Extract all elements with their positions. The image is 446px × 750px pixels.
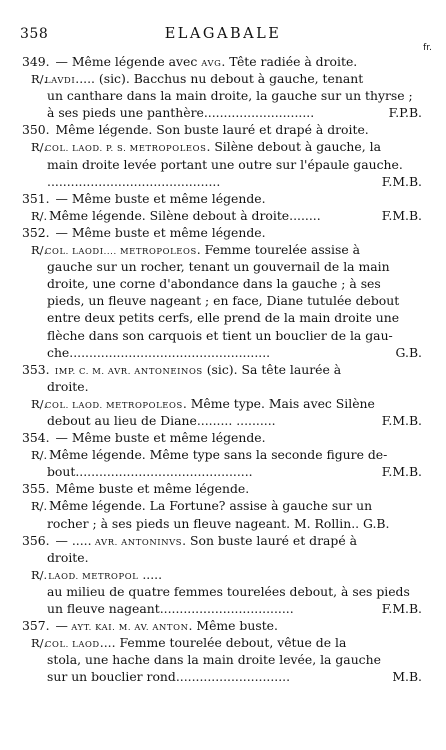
entry-line xyxy=(22,138,422,155)
entry-line xyxy=(22,104,422,121)
entry-line xyxy=(22,361,422,378)
line-text xyxy=(47,157,403,172)
entry-line xyxy=(22,583,422,600)
catalogue-entry xyxy=(22,190,422,224)
entry-text: ............................................ xyxy=(47,173,221,189)
entry-text: droite. xyxy=(47,378,89,394)
legend-smallcaps: COL. LAOD. P. S. METROPOLEOS xyxy=(45,143,207,154)
entry-line xyxy=(22,480,422,497)
reverse-mark: R/. xyxy=(31,448,48,463)
entry-line xyxy=(22,566,422,583)
entry-text: Même légende. La Fortune? assise à gauche sur un xyxy=(45,498,373,514)
line-text xyxy=(22,54,357,69)
entry-text: — ..... xyxy=(51,532,92,548)
reverse-mark: R/. xyxy=(31,636,48,651)
entry-line xyxy=(22,224,422,241)
entry-line xyxy=(22,241,422,258)
line-text xyxy=(22,362,341,377)
line-text xyxy=(22,618,278,633)
line-text xyxy=(47,379,89,394)
entry-line xyxy=(22,497,422,514)
entry-text: droite. xyxy=(47,549,89,565)
entry-line xyxy=(22,309,422,326)
entry-text: Même légende. Même type sans la seconde figure de- xyxy=(45,447,388,463)
line-text xyxy=(47,600,294,617)
entry-text: — Même légende avec xyxy=(51,54,202,69)
catalogue-body xyxy=(22,53,422,685)
entry-text: bout............................................. xyxy=(47,464,253,480)
entry-text: Même buste et même légende. xyxy=(51,481,250,497)
entry-line xyxy=(22,87,422,104)
entry-number: 354. xyxy=(22,430,50,446)
entry-line xyxy=(22,600,422,617)
entry-line xyxy=(22,446,422,463)
legend-smallcaps: AVR. ANTONINVS xyxy=(91,536,183,547)
entry-text: gauche sur un rocher, tenant un gouvernail de la main xyxy=(47,259,390,275)
entry-number: 355. xyxy=(22,481,50,497)
collection-code: M.B. xyxy=(392,669,422,685)
line-text xyxy=(31,498,372,513)
collection-code: F.M.B. xyxy=(381,464,422,480)
entry-text: pieds, un fleuve nageant ; en face, Diane tutulée debout xyxy=(47,293,400,309)
entry-text: — Même buste et même légende. xyxy=(51,430,266,446)
reverse-mark: R/. xyxy=(31,208,48,223)
collection-code: F.M.B. xyxy=(381,412,422,428)
line-text xyxy=(31,447,387,462)
entry-text: (sic). Sa tête laurée à xyxy=(202,361,342,377)
catalogue-entry xyxy=(22,361,422,429)
line-text xyxy=(22,122,369,137)
entry-line xyxy=(22,275,422,292)
entry-number: 356. xyxy=(22,532,50,548)
entry-text: . Femme tourelée assise à xyxy=(196,242,361,258)
entry-line xyxy=(22,395,422,412)
entry-line xyxy=(22,378,422,395)
catalogue-entry xyxy=(22,224,422,361)
entry-line xyxy=(22,258,422,275)
entry-text: rocher ; à ses pieds un fleuve nageant. M. Rollin.. G.B. xyxy=(47,515,390,531)
entry-line xyxy=(22,344,422,361)
entry-text: main droite levée portant une outre sur l'épaule gauche. xyxy=(47,156,403,172)
catalogue-entry xyxy=(22,617,422,685)
entry-line xyxy=(22,668,422,685)
entry-line xyxy=(22,156,422,173)
reverse-mark: R/. xyxy=(31,499,48,514)
entry-line xyxy=(22,207,422,224)
reverse-mark: R/. xyxy=(31,72,48,87)
entry-text: ..... (sic). Bacchus nu debout à gauche, tenant xyxy=(75,71,364,87)
entry-text: stola, une hache dans la main droite levée, la gauche xyxy=(47,652,381,668)
entry-line xyxy=(22,121,422,138)
entry-text: flèche dans son carquois et tient un bouclier de la gau- xyxy=(47,327,393,343)
entry-text: . Même type. Mais avec Silène xyxy=(182,395,375,411)
entry-text: ..... xyxy=(138,566,163,582)
entry-line xyxy=(22,634,422,651)
entry-text: . Même buste. xyxy=(188,618,278,634)
entry-line xyxy=(22,463,422,480)
line-text xyxy=(47,344,270,361)
legend-smallcaps: COL. LAOD. METROPOLEOS xyxy=(45,399,183,410)
legend-smallcaps: AVG xyxy=(201,58,222,68)
reverse-mark: R/. xyxy=(31,567,48,582)
entry-line xyxy=(22,173,422,190)
line-text xyxy=(47,173,220,190)
entry-text: un canthare dans la main droite, la gauche sur un thyrse ; xyxy=(47,88,413,104)
entry-line xyxy=(22,190,422,207)
running-title: ELAGABALE xyxy=(164,26,282,42)
line-text xyxy=(47,652,381,667)
entry-number: 353. xyxy=(22,361,50,377)
line-text xyxy=(47,328,393,343)
line-text xyxy=(47,104,314,121)
entry-line xyxy=(22,327,422,344)
entry-number: 351. xyxy=(22,190,50,206)
line-text xyxy=(22,430,266,445)
legend-smallcaps: COL. LAOD xyxy=(45,639,100,650)
margin-note: fr. xyxy=(423,43,432,53)
entry-text: — xyxy=(51,618,68,634)
line-text xyxy=(22,225,266,240)
entry-text: . Tête radiée à droite. xyxy=(221,54,358,69)
entry-line xyxy=(22,412,422,429)
line-text xyxy=(31,207,321,224)
entry-number: 352. xyxy=(22,224,50,240)
legend-smallcaps: AYT. KAI. M. AV. ANTON xyxy=(67,622,189,633)
entry-line xyxy=(22,549,422,566)
entry-text: un fleuve nageant.................................. xyxy=(47,601,294,616)
entry-text: Même légende. Silène debout à droite........ xyxy=(45,207,321,223)
entry-line xyxy=(22,292,422,309)
entry-number: 350. xyxy=(22,122,50,138)
reverse-mark: R/. xyxy=(31,396,48,411)
line-text xyxy=(22,481,249,496)
entry-text: — Même buste et même légende. xyxy=(51,224,266,240)
line-text xyxy=(47,259,390,274)
catalogue-entry xyxy=(22,532,422,617)
legend-smallcaps: LAOD. METROPOL xyxy=(45,570,139,581)
line-text xyxy=(47,276,381,291)
entry-text: sur un bouclier rond............................. xyxy=(47,669,291,685)
collection-code: F.M.B. xyxy=(381,173,422,189)
reverse-mark: R/. xyxy=(31,243,48,258)
entry-text: droite, une corne d'abondance dans la gauche ; à ses xyxy=(47,276,381,292)
collection-code: F.P.B. xyxy=(388,105,422,121)
collection-code: F.M.B. xyxy=(381,207,422,223)
legend-smallcaps: COL. LAODI.... METROPOLEOS xyxy=(45,246,197,257)
line-text xyxy=(31,139,381,154)
entry-text: . Silène debout à gauche, la xyxy=(206,139,381,155)
legend-smallcaps: LAVDI xyxy=(45,75,76,86)
catalogue-entry xyxy=(22,429,422,480)
entry-line xyxy=(22,429,422,446)
line-text xyxy=(47,310,399,325)
entry-line xyxy=(22,617,422,634)
line-text xyxy=(31,567,162,582)
line-text xyxy=(47,668,290,685)
entry-text: debout au lieu de Diane......... .......... xyxy=(47,412,276,428)
entry-number: 357. xyxy=(22,618,50,634)
entry-text: che................................................... xyxy=(47,344,271,360)
entry-line xyxy=(22,515,422,532)
page-header xyxy=(20,26,432,53)
entry-line xyxy=(22,70,422,87)
line-text xyxy=(47,516,389,531)
line-text xyxy=(47,463,253,480)
entry-line xyxy=(22,53,422,70)
line-text xyxy=(31,635,346,650)
catalogue-entry xyxy=(22,480,422,531)
line-text xyxy=(31,396,375,411)
line-text xyxy=(47,88,413,103)
collection-code: G.B. xyxy=(395,344,422,360)
line-text xyxy=(22,533,357,548)
line-text xyxy=(47,412,276,429)
entry-text: — Même buste et même légende. xyxy=(51,190,266,206)
page-number: 358 xyxy=(20,26,49,42)
entry-text: entre deux petits cerfs, elle prend de la main droite une xyxy=(47,310,400,326)
entry-text: à ses pieds une panthère............................ xyxy=(47,105,315,121)
line-text xyxy=(47,550,89,565)
collection-code: F.M.B. xyxy=(381,601,422,616)
catalogue-entry xyxy=(22,53,422,121)
line-text xyxy=(31,242,360,257)
entry-text: au milieu de quatre femmes tourelées debout, à ses pieds xyxy=(47,583,410,599)
catalogue-entry xyxy=(22,121,422,189)
entry-text: . Son buste lauré et drapé à xyxy=(182,532,357,548)
line-text xyxy=(31,71,363,86)
entry-line xyxy=(22,651,422,668)
entry-text: Même légende. Son buste lauré et drapé à droite. xyxy=(51,122,369,138)
line-text xyxy=(47,293,399,308)
line-text xyxy=(47,584,410,599)
entry-line xyxy=(22,532,422,549)
reverse-mark: R/. xyxy=(31,140,48,155)
entry-text: .... Femme tourelée debout, vêtue de la xyxy=(99,635,347,651)
legend-smallcaps: IMP. C. M. AVR. ANTONEINOS xyxy=(51,365,203,376)
line-text xyxy=(22,191,266,206)
entry-number: 349. xyxy=(22,54,50,69)
